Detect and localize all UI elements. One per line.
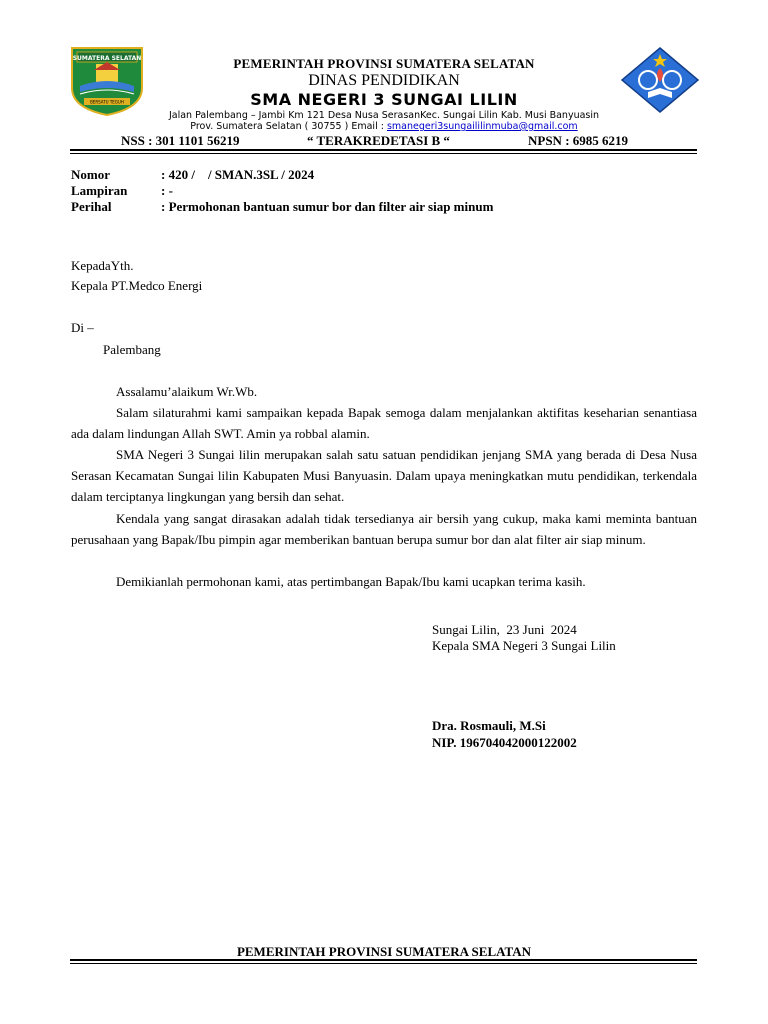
letterhead-contact [130, 121, 638, 132]
npsn-number: NPSN : 6985 6219 [528, 133, 629, 148]
meta-nomor-value: : 420 / / SMAN.3SL / 2024 [161, 167, 315, 182]
meta-perihal-label: Perihal [71, 199, 112, 214]
meta-lampiran-label: Lampiran [71, 183, 128, 198]
letterhead-government: PEMERINTAH PROVINSI SUMATERA SELATAN [233, 56, 535, 71]
email-link[interactable]: smanegeri3sungaililinmuba@gmail.com [386, 121, 578, 132]
nss-number: NSS : 301 1101 56219 [121, 133, 240, 148]
meta-nomor-label: Nomor [71, 167, 110, 182]
footer-divider-thin [70, 963, 697, 964]
greeting: Assalamu’alaikum Wr.Wb. [116, 384, 258, 399]
header-divider [70, 149, 697, 151]
footer-government: PEMERINTAH PROVINSI SUMATERA SELATAN [236, 944, 532, 959]
accreditation: “ TERAKREDETASI B “ [307, 133, 450, 148]
sumsel-logo-motto: BERSATU TEGUH [90, 99, 124, 105]
signature-place-date: Sungai Lilin, 23 Juni 2024 [432, 622, 577, 637]
paragraph-1-text: Salam silaturahmi kami sampaikan kepada Bapak semoga dalam menjalankan aktifitas keseharian senantiasa ada dalam lindungan Allah SWT. Amin ya robbal alamin. [71, 405, 697, 441]
paragraph-2-text: SMA Negeri 3 Sungai lilin merupakan salah satu satuan pendidikan jenjang SMA yang berada di Desa Nusa Serasan Kecamatan Sungai lilin Kabupaten Musi Banyuasin. Dalam upaya meningkatkan mutu pendidikan, terkendala dalam terciptanya lingkungan yang bersih dan sehat. [71, 447, 697, 504]
recipient-name: Kepala PT.Medco Energi [71, 278, 203, 293]
body-paragraph-4 [71, 571, 697, 592]
sumsel-logo-label: SUMATERA SELATAN [72, 55, 142, 62]
body-paragraph-3 [71, 508, 697, 550]
recipient-di: Di – [71, 320, 94, 335]
paragraph-3-text: Kendala yang sangat dirasakan adalah tidak tersedianya air bersih yang cukup, maka kami meminta bantuan perusahaan yang Bapak/Ibu pimpin agar memberikan bantuan berupa sumur bor dan alat filter air siap minum. [71, 511, 697, 547]
meta-lampiran [71, 183, 173, 199]
recipient-city: Palembang [103, 342, 161, 357]
body-paragraph-2 [71, 444, 697, 507]
signature-position: Kepala SMA Negeri 3 Sungai Lilin [432, 638, 616, 653]
letterhead-school: SMA NEGERI 3 SUNGAI LILIN [250, 90, 518, 109]
paragraph-4-text: Demikianlah permohonan kami, atas pertimbangan Bapak/Ibu kami ucapkan terima kasih. [116, 574, 586, 589]
meta-perihal [71, 199, 493, 215]
body-paragraph-1 [71, 402, 697, 444]
meta-perihal-value: : Permohonan bantuan sumur bor dan filter air siap minum [161, 199, 494, 214]
recipient-salutation: KepadaYth. [71, 258, 134, 273]
meta-lampiran-value: : - [161, 183, 173, 198]
letterhead-department: DINAS PENDIDIKAN [308, 72, 460, 89]
footer-divider [70, 959, 697, 961]
header-divider-thin [70, 153, 697, 154]
contact-prefix: Prov. Sumatera Selatan ( 30755 ) Email : [190, 121, 387, 132]
signature-name: Dra. Rosmauli, M.Si [432, 718, 546, 733]
letterhead-address: Jalan Palembang – Jambi Km 121 Desa Nusa SerasanKec. Sungai Lilin Kab. Musi Banyuasin [168, 110, 600, 121]
meta-nomor [71, 167, 314, 183]
signature-nip: NIP. 196704042000122002 [432, 735, 577, 750]
